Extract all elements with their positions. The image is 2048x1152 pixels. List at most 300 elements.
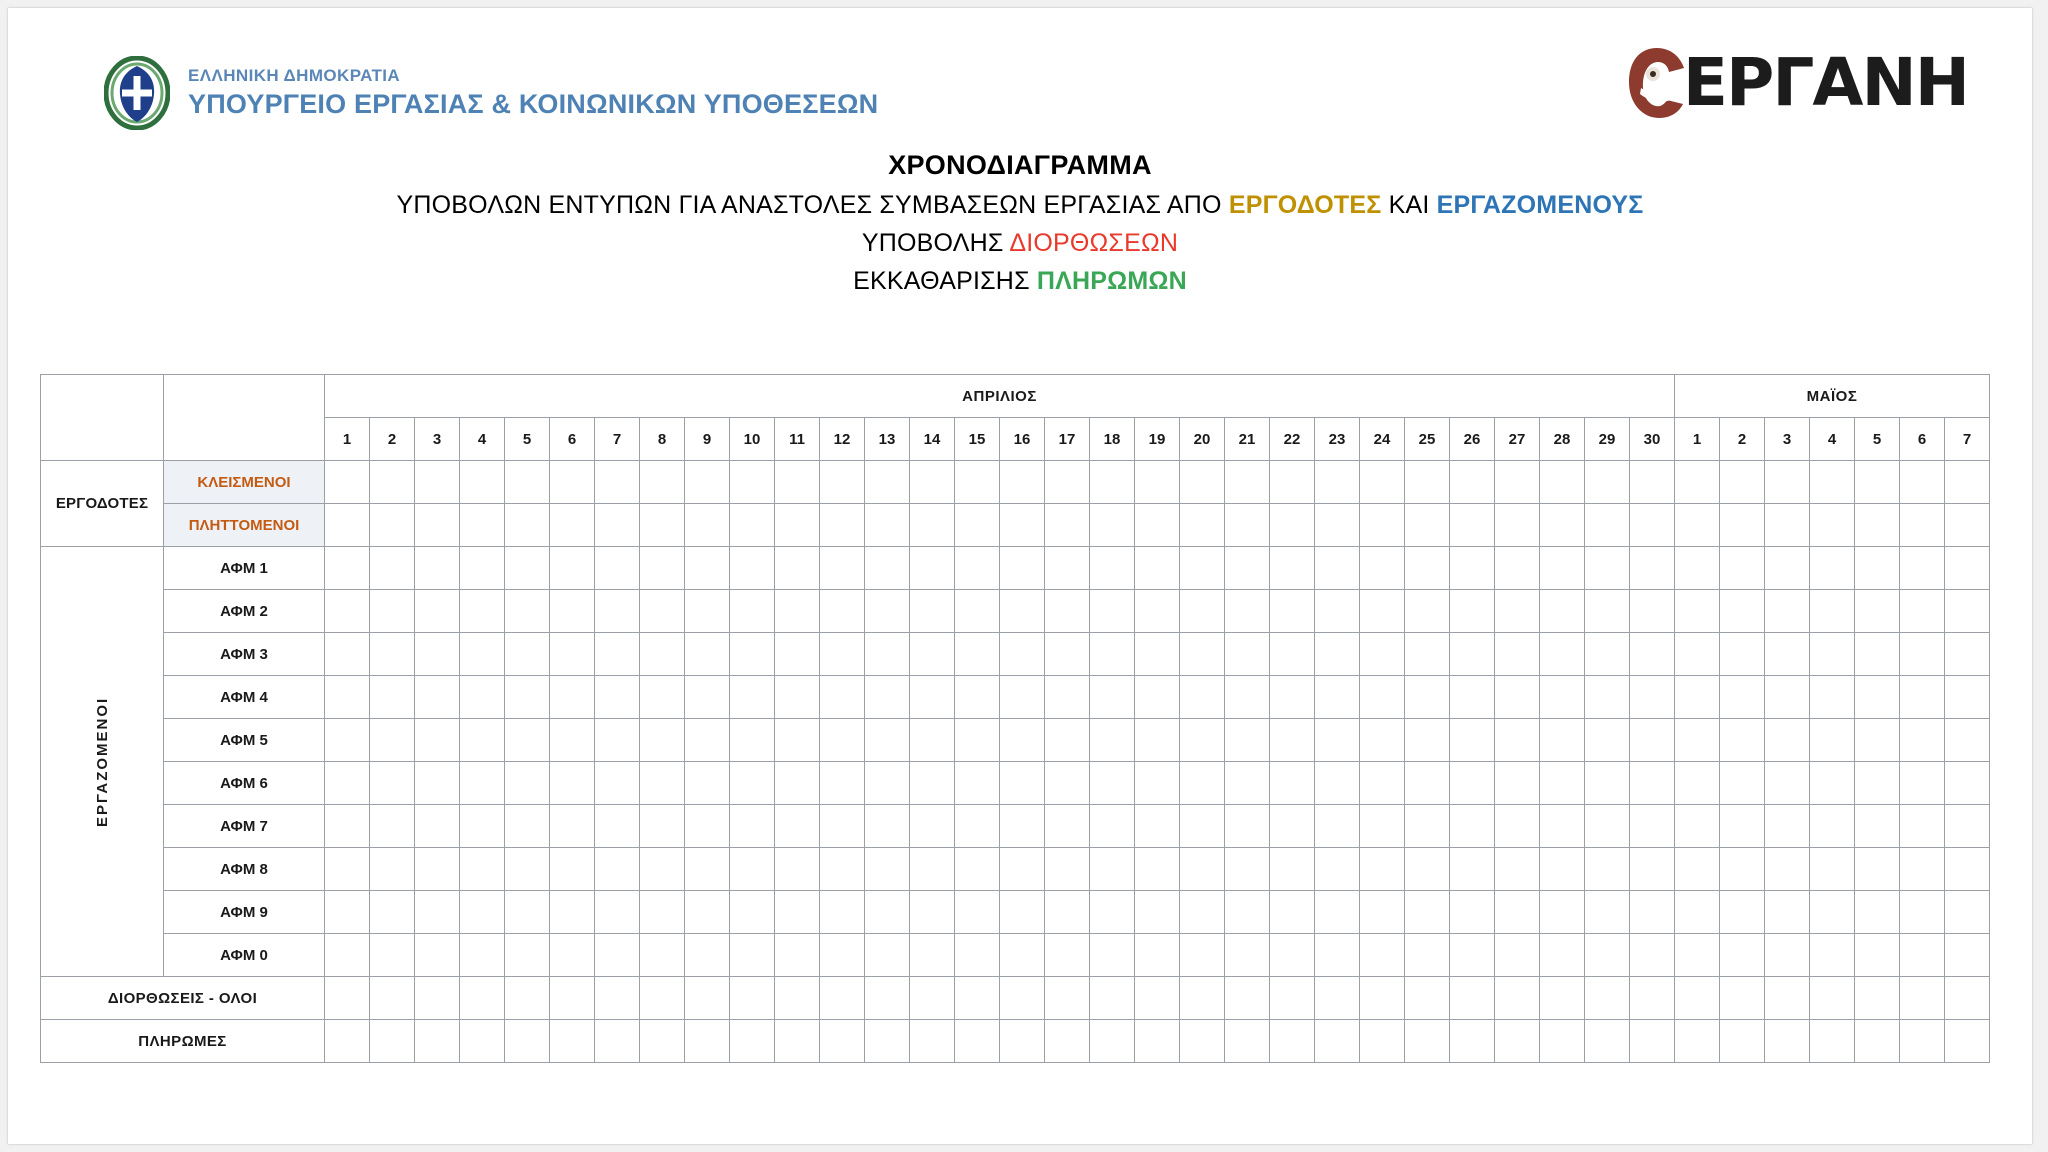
- cell-empty-1: [325, 590, 370, 633]
- subtitle-line-3: [8, 267, 2032, 296]
- cell-empty-33: [1765, 934, 1810, 977]
- cell-empty-32: [1720, 676, 1765, 719]
- cell-empty-23: [1315, 762, 1360, 805]
- cell-empty-26: [1450, 590, 1495, 633]
- cell-empty-15: [955, 891, 1000, 934]
- day-header-14: 14: [910, 418, 955, 461]
- cell-filled-26: [1450, 1020, 1495, 1063]
- cell-empty-8: [640, 590, 685, 633]
- cell-empty-26: [1450, 848, 1495, 891]
- cell-empty-1: [325, 977, 370, 1020]
- cell-filled-33: [1765, 977, 1810, 1020]
- day-header-17: 17: [1045, 418, 1090, 461]
- cell-empty-21: [1225, 762, 1270, 805]
- cell-empty-36: [1900, 676, 1945, 719]
- cell-empty-17: [1045, 934, 1090, 977]
- cell-empty-4: [460, 848, 505, 891]
- day-header-8: 8: [640, 418, 685, 461]
- cell-empty-10: [730, 977, 775, 1020]
- day-header-row: [41, 418, 1990, 461]
- cell-empty-9: [685, 762, 730, 805]
- cell-empty-15: [955, 461, 1000, 504]
- cell-empty-20: [1180, 805, 1225, 848]
- cell-empty-24: [1360, 633, 1405, 676]
- cell-filled-35: [1855, 1020, 1900, 1063]
- cell-empty-29: [1585, 848, 1630, 891]
- cell-empty-1: [325, 805, 370, 848]
- cell-empty-17: [1045, 848, 1090, 891]
- cell-empty-10: [730, 891, 775, 934]
- cell-empty-24: [1360, 848, 1405, 891]
- cell-empty-20: [1180, 590, 1225, 633]
- cell-empty-31: [1675, 676, 1720, 719]
- cell-empty-22: [1270, 504, 1315, 547]
- cell-empty-25: [1405, 461, 1450, 504]
- cell-empty-6: [550, 891, 595, 934]
- cell-empty-32: [1720, 547, 1765, 590]
- cell-empty-21: [1225, 1020, 1270, 1063]
- cell-empty-11: [775, 762, 820, 805]
- cell-empty-29: [1585, 590, 1630, 633]
- table-row: [41, 633, 1990, 676]
- cell-empty-12: [820, 719, 865, 762]
- day-header-4: 4: [460, 418, 505, 461]
- cell-empty-8: [640, 633, 685, 676]
- cell-filled-16: [1000, 1020, 1045, 1063]
- cell-empty-1: [325, 633, 370, 676]
- cell-filled-5: [505, 461, 550, 504]
- cell-empty-5: [505, 547, 550, 590]
- cell-empty-16: [1000, 547, 1045, 590]
- table-row: [41, 848, 1990, 891]
- day-header-24: 24: [1360, 418, 1405, 461]
- cell-empty-34: [1810, 719, 1855, 762]
- cell-empty-9: [685, 547, 730, 590]
- cell-empty-13: [865, 461, 910, 504]
- cell-empty-21: [1225, 461, 1270, 504]
- cell-empty-9: [685, 805, 730, 848]
- cell-empty-37: [1945, 676, 1990, 719]
- cell-filled-25: [1405, 1020, 1450, 1063]
- cell-filled-5: [505, 504, 550, 547]
- cell-empty-23: [1315, 590, 1360, 633]
- cell-empty-10: [730, 590, 775, 633]
- table-row: [41, 934, 1990, 977]
- cell-empty-33: [1765, 891, 1810, 934]
- greek-coat-of-arms-icon: [104, 56, 170, 130]
- subtitle-and: ΚΑΙ: [1381, 191, 1437, 219]
- cell-empty-27: [1495, 633, 1540, 676]
- table-row: [41, 590, 1990, 633]
- cell-empty-2: [370, 848, 415, 891]
- cell-filled-14: [910, 676, 955, 719]
- cell-filled-25: [1405, 719, 1450, 762]
- cell-empty-13: [865, 590, 910, 633]
- cell-empty-23: [1315, 891, 1360, 934]
- month-header-1: ΑΠΡΙΛΙΟΣ: [325, 375, 1675, 418]
- cell-empty-2: [370, 676, 415, 719]
- day-header-3: 3: [415, 418, 460, 461]
- cell-filled-1: [325, 504, 370, 547]
- cell-empty-7: [595, 848, 640, 891]
- cell-empty-3: [415, 547, 460, 590]
- cell-empty-34: [1810, 461, 1855, 504]
- cell-empty-9: [685, 1020, 730, 1063]
- day-header-20: 20: [1180, 418, 1225, 461]
- cell-empty-21: [1225, 719, 1270, 762]
- cell-empty-27: [1495, 848, 1540, 891]
- cell-empty-11: [775, 1020, 820, 1063]
- cell-filled-20: [1180, 934, 1225, 977]
- cell-empty-33: [1765, 590, 1810, 633]
- table-row: [41, 1020, 1990, 1063]
- cell-empty-31: [1675, 848, 1720, 891]
- row-label-ΑΦΜ-8: ΑΦΜ 8: [164, 848, 325, 891]
- cell-filled-4: [460, 461, 505, 504]
- cell-empty-1: [325, 1020, 370, 1063]
- cell-empty-24: [1360, 805, 1405, 848]
- cell-empty-27: [1495, 676, 1540, 719]
- cell-empty-14: [910, 633, 955, 676]
- day-header-10: 10: [730, 418, 775, 461]
- cell-empty-34: [1810, 547, 1855, 590]
- cell-empty-23: [1315, 805, 1360, 848]
- cell-filled-3: [415, 633, 460, 676]
- cell-empty-12: [820, 633, 865, 676]
- cell-filled-7: [595, 504, 640, 547]
- cell-empty-14: [910, 934, 955, 977]
- cell-empty-14: [910, 848, 955, 891]
- cell-empty-27: [1495, 934, 1540, 977]
- cell-empty-18: [1090, 547, 1135, 590]
- cell-empty-16: [1000, 891, 1045, 934]
- cell-filled-21: [1225, 547, 1270, 590]
- cell-empty-33: [1765, 504, 1810, 547]
- cell-filled-28: [1540, 848, 1585, 891]
- day-header-27: 27: [1495, 418, 1540, 461]
- cell-empty-1: [325, 934, 370, 977]
- cell-empty-21: [1225, 676, 1270, 719]
- cell-empty-23: [1315, 676, 1360, 719]
- cell-empty-24: [1360, 547, 1405, 590]
- timeline-table: [40, 374, 1990, 1063]
- cell-empty-20: [1180, 1020, 1225, 1063]
- day-header-16: 16: [1000, 418, 1045, 461]
- cell-empty-7: [595, 633, 640, 676]
- cell-empty-30: [1630, 762, 1675, 805]
- day-header-25: 25: [1405, 418, 1450, 461]
- cell-empty-25: [1405, 762, 1450, 805]
- cell-empty-19: [1135, 977, 1180, 1020]
- cell-filled-23: [1315, 633, 1360, 676]
- cell-empty-4: [460, 547, 505, 590]
- cell-empty-8: [640, 676, 685, 719]
- table-row: [41, 719, 1990, 762]
- cell-empty-22: [1270, 719, 1315, 762]
- cell-filled-2: [370, 461, 415, 504]
- cell-empty-12: [820, 934, 865, 977]
- cell-empty-1: [325, 848, 370, 891]
- cell-empty-2: [370, 1020, 415, 1063]
- cell-empty-20: [1180, 547, 1225, 590]
- cell-empty-20: [1180, 676, 1225, 719]
- day-header-7: 7: [595, 418, 640, 461]
- cell-empty-19: [1135, 676, 1180, 719]
- cell-empty-28: [1540, 977, 1585, 1020]
- cell-empty-25: [1405, 848, 1450, 891]
- cell-empty-28: [1540, 891, 1585, 934]
- row-label-ΑΦΜ-6: ΑΦΜ 6: [164, 762, 325, 805]
- cell-filled-17: [1045, 1020, 1090, 1063]
- cell-empty-11: [775, 633, 820, 676]
- day-header-2: 2: [370, 418, 415, 461]
- cell-empty-27: [1495, 590, 1540, 633]
- cell-empty-28: [1540, 547, 1585, 590]
- cell-empty-15: [955, 676, 1000, 719]
- cell-empty-6: [550, 805, 595, 848]
- cell-empty-11: [775, 891, 820, 934]
- cell-empty-3: [415, 805, 460, 848]
- subtitle-employees: ΕΡΓΑΖΟΜΕΝΟΥΣ: [1436, 191, 1644, 219]
- cell-empty-8: [640, 977, 685, 1020]
- day-header-34: 4: [1810, 418, 1855, 461]
- cell-empty-34: [1810, 848, 1855, 891]
- cell-empty-4: [460, 719, 505, 762]
- cell-empty-16: [1000, 977, 1045, 1020]
- cell-empty-26: [1450, 676, 1495, 719]
- cell-filled-18: [1090, 848, 1135, 891]
- cell-empty-6: [550, 848, 595, 891]
- cell-empty-14: [910, 891, 955, 934]
- cell-empty-32: [1720, 848, 1765, 891]
- cell-empty-27: [1495, 504, 1540, 547]
- cell-filled-12: [820, 977, 865, 1020]
- cell-empty-18: [1090, 1020, 1135, 1063]
- cell-filled-6: [550, 461, 595, 504]
- cell-empty-21: [1225, 934, 1270, 977]
- table-row: [41, 461, 1990, 504]
- cell-empty-10: [730, 719, 775, 762]
- ministry-line2: ΥΠΟΥΡΓΕΙΟ ΕΡΓΑΣΙΑΣ & ΚΟΙΝΩΝΙΚΩΝ ΥΠΟΘΕΣΕΩΝ: [188, 89, 879, 119]
- cell-empty-10: [730, 762, 775, 805]
- cell-empty-12: [820, 805, 865, 848]
- cell-empty-19: [1135, 461, 1180, 504]
- cell-empty-13: [865, 719, 910, 762]
- cell-filled-19: [1135, 891, 1180, 934]
- cell-filled-10: [730, 461, 775, 504]
- cell-empty-37: [1945, 977, 1990, 1020]
- cell-empty-6: [550, 934, 595, 977]
- cell-empty-28: [1540, 934, 1585, 977]
- cell-empty-26: [1450, 934, 1495, 977]
- cell-empty-20: [1180, 461, 1225, 504]
- cell-empty-36: [1900, 977, 1945, 1020]
- cell-empty-36: [1900, 633, 1945, 676]
- day-header-31: 1: [1675, 418, 1720, 461]
- day-header-29: 29: [1585, 418, 1630, 461]
- cell-empty-28: [1540, 633, 1585, 676]
- cell-empty-30: [1630, 676, 1675, 719]
- row-label-payments: ΠΛΗΡΩΜΕΣ: [41, 1020, 325, 1063]
- cell-empty-35: [1855, 547, 1900, 590]
- cell-empty-25: [1405, 676, 1450, 719]
- cell-empty-7: [595, 547, 640, 590]
- cell-empty-30: [1630, 590, 1675, 633]
- cell-empty-35: [1855, 461, 1900, 504]
- cell-empty-28: [1540, 805, 1585, 848]
- cell-empty-5: [505, 848, 550, 891]
- cell-empty-36: [1900, 848, 1945, 891]
- cell-empty-28: [1540, 676, 1585, 719]
- cell-empty-14: [910, 719, 955, 762]
- cell-empty-21: [1225, 590, 1270, 633]
- cell-empty-20: [1180, 762, 1225, 805]
- cell-filled-36: [1900, 1020, 1945, 1063]
- day-header-11: 11: [775, 418, 820, 461]
- cell-empty-11: [775, 676, 820, 719]
- month-header-2: ΜΑΪΟΣ: [1675, 375, 1990, 418]
- cell-empty-22: [1270, 848, 1315, 891]
- cell-empty-10: [730, 633, 775, 676]
- cell-empty-36: [1900, 590, 1945, 633]
- cell-empty-36: [1900, 719, 1945, 762]
- day-header-9: 9: [685, 418, 730, 461]
- cell-empty-28: [1540, 504, 1585, 547]
- cell-empty-37: [1945, 934, 1990, 977]
- cell-empty-6: [550, 977, 595, 1020]
- cell-filled-6: [550, 762, 595, 805]
- cell-filled-3: [415, 461, 460, 504]
- cell-empty-22: [1270, 762, 1315, 805]
- cell-empty-37: [1945, 461, 1990, 504]
- cell-empty-31: [1675, 805, 1720, 848]
- cell-empty-37: [1945, 805, 1990, 848]
- cell-filled-11: [775, 504, 820, 547]
- cell-empty-4: [460, 762, 505, 805]
- day-header-23: 23: [1315, 418, 1360, 461]
- day-header-22: 22: [1270, 418, 1315, 461]
- cell-empty-29: [1585, 461, 1630, 504]
- group-label-employers: ΕΡΓΟΔΟΤΕΣ: [41, 461, 164, 547]
- cell-empty-27: [1495, 719, 1540, 762]
- cell-empty-29: [1585, 719, 1630, 762]
- cell-empty-35: [1855, 762, 1900, 805]
- cell-empty-26: [1450, 805, 1495, 848]
- table-row: [41, 977, 1990, 1020]
- table-row: [41, 805, 1990, 848]
- cell-empty-9: [685, 977, 730, 1020]
- cell-empty-16: [1000, 461, 1045, 504]
- subtitle-corrections: ΔΙΟΡΘΩΣΕΩΝ: [1009, 229, 1179, 257]
- cell-empty-25: [1405, 590, 1450, 633]
- table-row: [41, 504, 1990, 547]
- cell-empty-12: [820, 547, 865, 590]
- cell-empty-5: [505, 590, 550, 633]
- cell-empty-22: [1270, 633, 1315, 676]
- cell-filled-17: [1045, 805, 1090, 848]
- cell-filled-9: [685, 891, 730, 934]
- cell-empty-29: [1585, 547, 1630, 590]
- cell-empty-31: [1675, 762, 1720, 805]
- cell-empty-37: [1945, 762, 1990, 805]
- cell-empty-24: [1360, 762, 1405, 805]
- cell-empty-6: [550, 590, 595, 633]
- cell-empty-13: [865, 934, 910, 977]
- cell-empty-30: [1630, 805, 1675, 848]
- cell-empty-8: [640, 762, 685, 805]
- cell-empty-20: [1180, 977, 1225, 1020]
- cell-empty-7: [595, 1020, 640, 1063]
- cell-empty-22: [1270, 461, 1315, 504]
- table-row: [41, 676, 1990, 719]
- cell-empty-3: [415, 719, 460, 762]
- cell-empty-24: [1360, 461, 1405, 504]
- cell-empty-15: [955, 633, 1000, 676]
- cell-empty-17: [1045, 547, 1090, 590]
- cell-empty-12: [820, 891, 865, 934]
- cell-empty-34: [1810, 633, 1855, 676]
- cell-filled-4: [460, 676, 505, 719]
- cell-empty-14: [910, 977, 955, 1020]
- day-header-19: 19: [1135, 418, 1180, 461]
- cell-filled-22: [1270, 590, 1315, 633]
- cell-empty-34: [1810, 891, 1855, 934]
- cell-empty-23: [1315, 461, 1360, 504]
- cell-empty-3: [415, 891, 460, 934]
- cell-empty-14: [910, 805, 955, 848]
- cell-empty-7: [595, 934, 640, 977]
- day-header-5: 5: [505, 418, 550, 461]
- cell-empty-29: [1585, 977, 1630, 1020]
- cell-empty-16: [1000, 633, 1045, 676]
- cell-empty-34: [1810, 762, 1855, 805]
- row-label-ΑΦΜ-2: ΑΦΜ 2: [164, 590, 325, 633]
- cell-empty-29: [1585, 676, 1630, 719]
- cell-filled-15: [955, 719, 1000, 762]
- cell-empty-10: [730, 547, 775, 590]
- cell-empty-21: [1225, 504, 1270, 547]
- cell-empty-16: [1000, 719, 1045, 762]
- cell-empty-16: [1000, 676, 1045, 719]
- cell-filled-8: [640, 848, 685, 891]
- cell-empty-30: [1630, 977, 1675, 1020]
- cell-empty-35: [1855, 977, 1900, 1020]
- cell-filled-24: [1360, 676, 1405, 719]
- cell-empty-11: [775, 848, 820, 891]
- cell-empty-36: [1900, 504, 1945, 547]
- cell-empty-5: [505, 1020, 550, 1063]
- cell-empty-13: [865, 676, 910, 719]
- cell-empty-28: [1540, 719, 1585, 762]
- cell-empty-23: [1315, 934, 1360, 977]
- cell-empty-10: [730, 1020, 775, 1063]
- cell-empty-31: [1675, 934, 1720, 977]
- cell-empty-6: [550, 547, 595, 590]
- cell-empty-33: [1765, 848, 1810, 891]
- cell-empty-27: [1495, 891, 1540, 934]
- cell-empty-37: [1945, 504, 1990, 547]
- cell-empty-17: [1045, 719, 1090, 762]
- cell-empty-33: [1765, 461, 1810, 504]
- cell-empty-20: [1180, 719, 1225, 762]
- cell-empty-37: [1945, 547, 1990, 590]
- day-header-21: 21: [1225, 418, 1270, 461]
- cell-empty-7: [595, 762, 640, 805]
- cell-empty-17: [1045, 633, 1090, 676]
- cell-empty-19: [1135, 848, 1180, 891]
- cell-empty-36: [1900, 805, 1945, 848]
- day-header-36: 6: [1900, 418, 1945, 461]
